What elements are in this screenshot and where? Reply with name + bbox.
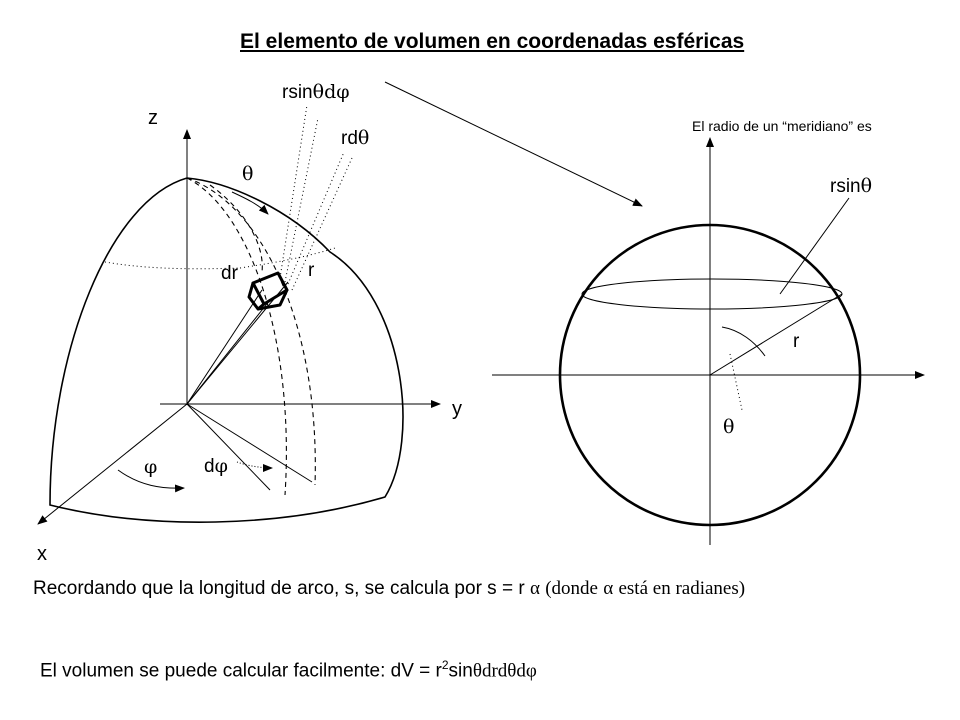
arc-length-sentence: Recordando que la longitud de arco, s, se calcula por s = r α (donde α está en radianes)	[33, 578, 746, 599]
radius-line	[710, 294, 842, 375]
dr-label: dr	[221, 263, 238, 284]
rd-dotted-2	[292, 158, 352, 290]
latitude-ellipse	[582, 279, 842, 309]
meridian-dashed-2	[187, 178, 315, 485]
meridian-dashed-1	[187, 178, 286, 495]
r-label: r	[308, 260, 315, 281]
rsin-leader-line	[780, 198, 849, 294]
rd-theta-label: rdθ	[341, 127, 370, 149]
z-axis-label: z	[148, 107, 158, 129]
rsin-dtheta-dphi-label: rsinθdφ	[282, 81, 350, 103]
dphi-arrow	[237, 462, 272, 468]
slide-title: El elemento de volumen en coordenadas esféricas	[240, 30, 745, 53]
dphi-label: dφ	[204, 455, 228, 477]
right-diagram	[492, 118, 924, 545]
theta-arc	[722, 327, 765, 356]
projection-line-1	[187, 404, 270, 490]
volume-sentence: El volumen se puede calcular facilmente: dV = $r^2\sin\theta drd\theta d\varphi$	[40, 658, 537, 682]
radius-line-1	[187, 290, 262, 404]
radius-line-3	[187, 300, 270, 404]
connector-arrow	[385, 82, 642, 206]
meridian-caption: El radio de un “meridiano” es	[692, 118, 872, 134]
x-axis-label: x	[37, 543, 47, 565]
left-diagram	[37, 81, 462, 565]
r-label: r	[793, 331, 800, 352]
theta-leader-dotted	[730, 354, 742, 410]
x-axis	[38, 404, 187, 524]
rd-dotted-1	[288, 152, 344, 284]
equator-dotted-left	[105, 262, 240, 269]
rsin-dotted-2	[285, 118, 318, 282]
y-axis-label: y	[452, 398, 462, 420]
theta-label: θ	[723, 416, 735, 438]
volume-element	[249, 273, 287, 309]
phi-label: φ	[144, 456, 158, 478]
rsin-theta-label: rsinθ	[830, 175, 873, 197]
theta-label: θ	[242, 163, 254, 185]
